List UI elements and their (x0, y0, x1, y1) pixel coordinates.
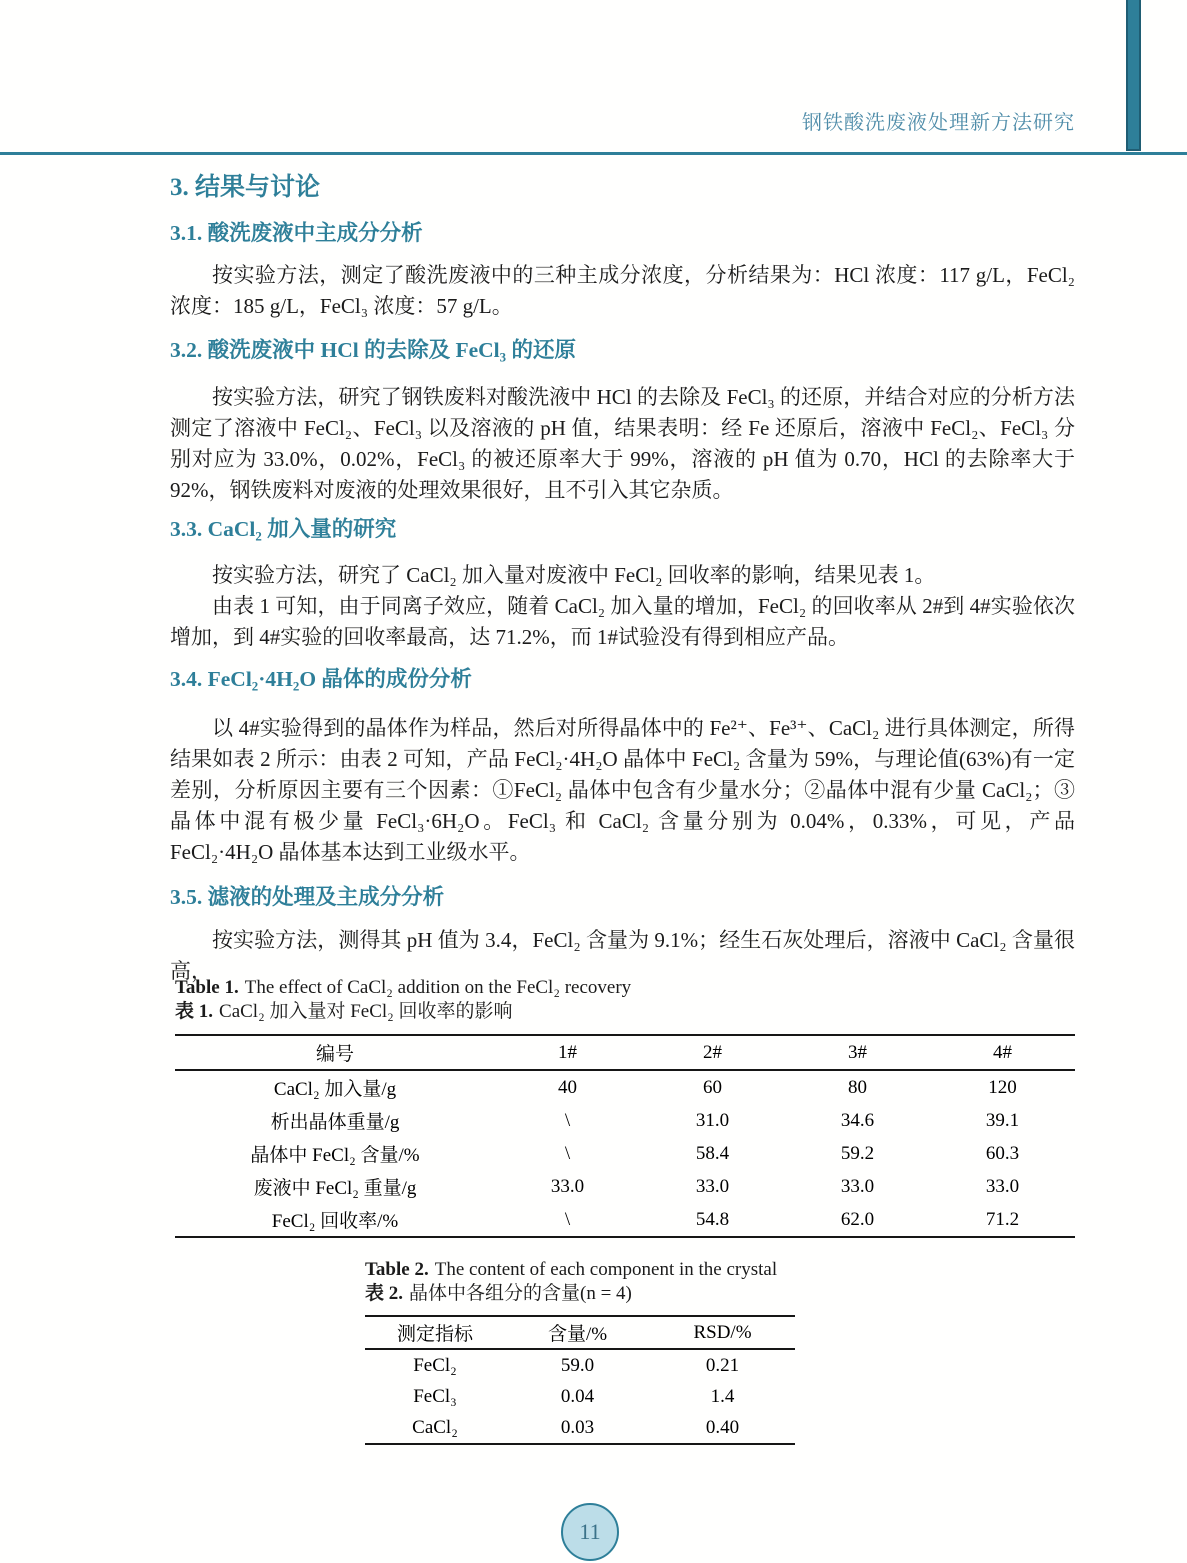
table1 (175, 1034, 1075, 1238)
table1-row (175, 1170, 1075, 1203)
table2 (365, 1315, 795, 1445)
table1-cell: FeCl₂ 回收率/% (271, 1211, 399, 1232)
table1-caption-zh-text: CaCl₂ 加入量对 FeCl₂ 回收率的影响 (219, 1001, 513, 1022)
section-heading-3-2: 3.2. 酸洗废液中 HCl 的去除及 FeCl₃ 的还原 (170, 338, 576, 362)
table2-header-cell: 含量/% (505, 1316, 650, 1349)
table1-cell: \ (564, 1142, 571, 1164)
table1-caption-en (175, 976, 1075, 1000)
table1-cell: 废液中 FeCl₂ 重量/g (253, 1178, 417, 1199)
table1-row (175, 1203, 1075, 1237)
table2-cell: 0.04 (560, 1385, 595, 1407)
table1-cell: CaCl₂ 加入量/g (273, 1079, 397, 1100)
table2-caption (365, 1258, 1075, 1306)
section-heading-3-5: 3.5. 滤液的处理及主成分分析 (170, 885, 445, 909)
table1-caption-zh-label: 表 1. (175, 1001, 214, 1022)
table2-caption-zh (365, 1282, 1075, 1306)
table1-cell: 40 (558, 1076, 577, 1098)
table1-cell: 33.0 (840, 1175, 875, 1197)
table1-caption (175, 976, 1075, 1024)
table2-cell: 59.0 (560, 1354, 595, 1376)
table1-cell: 34.6 (840, 1109, 875, 1131)
table2-cell: 0.03 (560, 1416, 595, 1438)
table1-cell: 60.3 (985, 1142, 1020, 1164)
section-heading-3-3: 3.3. CaCl₂ 加入量的研究 (170, 517, 397, 541)
paragraph-3-1: 按实验方法，测定了酸洗废液中的三种主成分浓度，分析结果为：HCl 浓度：117 g/L，FeCl₂浓度：185 g/L，FeCl₃ 浓度：57 g/L。 (170, 263, 1075, 318)
table1-row (175, 1137, 1075, 1170)
table1-cell: 31.0 (695, 1109, 730, 1131)
table2-cell: 1.4 (710, 1385, 735, 1407)
table2-row (365, 1349, 795, 1381)
table1-header-cell: 3# (785, 1035, 930, 1070)
side-accent-bar (1126, 0, 1141, 151)
section-heading-3: 3. 结果与讨论 (170, 174, 321, 201)
table2-header-cell: RSD/% (650, 1316, 795, 1349)
running-head-title: 钢铁酸洗废液处理新方法研究 (802, 112, 1075, 134)
table1-cell: 80 (848, 1076, 867, 1098)
table1-header-row (175, 1035, 1075, 1070)
table1-caption-en-text: The effect of CaCl₂ addition on the FeCl₂ recovery (244, 977, 632, 998)
section-heading-3-4: 3.4. FeCl₂·4H₂O 晶体的成份分析 (170, 667, 472, 691)
table2-header-row (365, 1316, 795, 1349)
table1-cell: 58.4 (695, 1142, 730, 1164)
table1-cell: 62.0 (840, 1208, 875, 1230)
table2-row (365, 1381, 795, 1412)
table2-cell: CaCl₂ (412, 1416, 458, 1438)
paragraph-3-4: 以 4#实验得到的晶体作为样品，然后对所得晶体中的 Fe²⁺、Fe³⁺、CaCl₂ 进行具体测定，所得结果如表 2 所示：由表 2 可知，产品 FeCl₂·4H₂O 晶体中 FeCl₂ 含量为 59%，与理论值(63%)有一定差别，分析原因主要有三个因素：①FeCl₂ 晶体中包含有少量水分；②晶体中混有少量 CaCl₂；③晶体中混有极少量 FeCl₃·6H₂O。FeCl₃ 和 CaCl₂ 含量分别为 0.04%，0.33%，可见，产品 FeCl₂·4H₂O 晶体基本达到工业级水平。 (170, 716, 1075, 864)
table1-row (175, 1070, 1075, 1104)
table1-cell: \ (564, 1109, 571, 1131)
table1-cell: 59.2 (840, 1142, 875, 1164)
table1-cell: 60 (703, 1076, 722, 1098)
table2-cell: 0.40 (705, 1416, 740, 1438)
table1-cell: 120 (988, 1076, 1017, 1098)
paragraph-3-2: 按实验方法，研究了钢铁废料对酸洗液中 HCl 的去除及 FeCl₃ 的还原，并结合对应的分析方法测定了溶液中 FeCl₂、FeCl₃ 以及溶液的 pH 值，结果表明：经 Fe 还原后，溶液中 FeCl₂、FeCl₃ 分别对应为 33.0%，0.02%，FeCl₃ 的被还原率大于 99%，溶液的 pH 值为 0.70，HCl 的去除率大于 92%，钢铁废料对废液的处理效果很好，且不引入其它杂质。 (170, 385, 1075, 502)
page-content (170, 0, 1075, 1445)
table1-cell: 33.0 (695, 1175, 730, 1197)
table2-header-cell: 测定指标 (365, 1316, 505, 1349)
table1-row (175, 1104, 1075, 1137)
table1-cell: 39.1 (985, 1109, 1020, 1131)
table1-cell: 54.8 (695, 1208, 730, 1230)
table1-cell: 33.0 (550, 1175, 585, 1197)
paragraph-3-3-b: 由表 1 可知，由于同离子效应，随着 CaCl₂ 加入量的增加，FeCl₂ 的回收率从 2#到 4#实验依次增加，到 4#实验的回收率最高，达 71.2%，而 1#试验没有得到相应产品。 (170, 594, 1075, 649)
table2-caption-zh-label: 表 2. (365, 1283, 404, 1304)
section-heading-3-1: 3.1. 酸洗废液中主成分分析 (170, 221, 423, 245)
table1-cell: \ (564, 1208, 571, 1230)
table2-caption-zh-text: 晶体中各组分的含量(n = 4) (409, 1283, 632, 1304)
table1-cell: 析出晶体重量/g (270, 1112, 400, 1133)
table1-caption-en-label: Table 1. (175, 977, 239, 998)
table2-cell: 0.21 (705, 1354, 740, 1376)
table1-header-cell: 2# (640, 1035, 785, 1070)
table1-header-cell: 4# (930, 1035, 1075, 1070)
page-number-badge (561, 1503, 619, 1561)
table2-row (365, 1412, 795, 1444)
page-number: 11 (579, 1519, 601, 1544)
table1-cell: 71.2 (985, 1208, 1020, 1230)
table1-cell: 晶体中 FeCl₂ 含量/% (250, 1145, 420, 1166)
table1-cell: 33.0 (985, 1175, 1020, 1197)
table2-cell: FeCl₂ (413, 1354, 457, 1376)
paragraph-3-5: 按实验方法，测得其 pH 值为 3.4，FeCl₂ 含量为 9.1%；经生石灰处理后，溶液中 CaCl₂ 含量很高， (170, 928, 1075, 983)
table1-header-cell: 1# (495, 1035, 640, 1070)
paragraph-3-3-a: 按实验方法，研究了 CaCl₂ 加入量对废液中 FeCl₂ 回收率的影响，结果见表 1。 (212, 563, 936, 587)
table2-caption-en-label: Table 2. (365, 1259, 429, 1280)
table1-caption-zh (175, 1000, 1075, 1024)
table2-caption-en-text: The content of each component in the crystal (434, 1259, 778, 1280)
table2-caption-en (365, 1258, 1075, 1282)
table2-cell: FeCl₃ (413, 1385, 457, 1407)
table1-header-cell: 编号 (175, 1035, 495, 1070)
